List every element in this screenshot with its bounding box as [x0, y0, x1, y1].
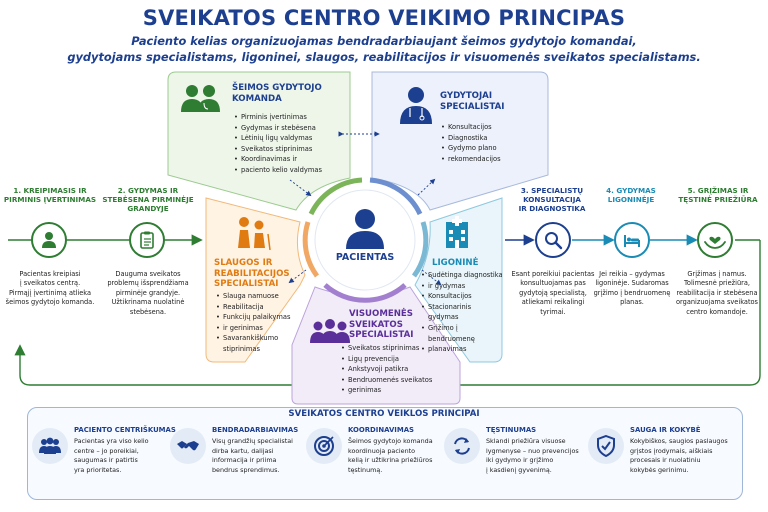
principle-4-desc-line: į kasdienį gyvenimą.	[486, 465, 552, 474]
stage-3-desc-line: tyrimai.	[540, 307, 566, 316]
patient-label: PACIENTAS	[335, 252, 395, 263]
stage-2-description	[100, 270, 196, 317]
stage-2-icon-circle	[129, 222, 165, 258]
handshake-icon	[176, 437, 200, 455]
petal-specialists-title-2: SPECIALISTAI	[440, 101, 505, 112]
list-item: • Sveikatos stiprinimas	[234, 144, 344, 155]
principle-3-title: KOORDINAVIMAS	[348, 426, 415, 434]
principle-1-icon-circle	[32, 428, 68, 464]
principle-5-desc-line: kokybės gerinimu.	[630, 465, 689, 474]
petal-public-title-2: SVEIKATOS	[349, 319, 403, 330]
principle-1-title: PACIENTO CENTRIŠKUMAS	[74, 426, 176, 434]
list-item: • Ligų prevencija	[341, 354, 451, 365]
petal-public-title	[349, 309, 413, 341]
stage-5-title-line-2: TĘSTINĖ PRIEŽIŪRA	[678, 195, 758, 204]
principle-1-desc-line: Pacientas yra viso kelio	[74, 437, 149, 445]
list-item: • Lėtinių ligų valdymas	[234, 133, 344, 144]
list-item: • Funkcijų palaikymas	[216, 312, 311, 323]
clipboard-icon	[137, 230, 157, 250]
principle-4-title: TĘSTINUMAS	[486, 426, 537, 434]
stage-3-title-line-3: IR DIAGNOSTIKA	[518, 204, 586, 213]
list-item: • Gydymas ir stebėsena	[234, 123, 344, 134]
person-icon	[39, 230, 59, 250]
principle-2-icon-circle	[170, 428, 206, 464]
list-item: • ir gerinimas	[216, 323, 311, 334]
list-item: • rekomendacijos	[441, 154, 541, 165]
stage-2-title-line-1: 2. GYDYMAS IR	[117, 186, 179, 195]
stage-3-title-line-1: 3. SPECIALISTŲ	[520, 186, 584, 195]
stage-1-desc-line: į sveikatos centrą.	[19, 279, 81, 288]
stage-4-desc-line: planas.	[620, 298, 644, 307]
bed-icon	[622, 230, 642, 250]
principle-3-description	[348, 437, 444, 475]
list-item: • Koordinavimas ir	[234, 154, 344, 165]
stage-4-desc-line: ligoninėje. Sudaromas	[595, 279, 669, 288]
principle-1-desc-line: centre – jo poreikiai,	[74, 446, 139, 455]
list-item: • Konsultacijos	[421, 291, 503, 302]
principle-4-description	[486, 437, 586, 475]
list-item: • Savarankiškumo stiprinimas	[216, 333, 311, 354]
petal-family-title-2: KOMANDA	[232, 93, 282, 104]
stage-5-desc-line: Grįžimas į namus.	[687, 270, 747, 278]
principle-4-desc-line: iki gydymo ir grįžimo	[486, 456, 554, 465]
principle-2-desc-line: bendrus sprendimus.	[212, 465, 280, 474]
list-item: • Pirminis įvertinimas	[234, 112, 344, 123]
list-item: • Sudėtinga diagnostika	[421, 270, 503, 281]
stage-3-title-line-2: KONSULTACIJA	[523, 195, 581, 204]
list-item: • Ankstyvoji patikra	[341, 364, 451, 375]
stage-2-desc-line: pirminėje grandyje.	[115, 288, 181, 297]
principle-5-desc-line: procesais ir nuolatiniu	[630, 456, 701, 465]
list-item: • planavimas	[421, 344, 503, 355]
list-item: • Slauga namuose	[216, 291, 311, 302]
principle-2-desc-line: Visų grandžių specialistai	[212, 437, 293, 445]
stage-3-icon-circle	[535, 222, 571, 258]
shield-icon	[596, 435, 616, 457]
stage-3-title	[510, 186, 594, 213]
stage-5-description	[668, 270, 766, 317]
principle-3-desc-line: kelią ir užtikrina priežiūros	[348, 456, 433, 465]
petal-public-title-3: SPECIALISTAI	[349, 330, 414, 340]
stage-2-desc-line: Užtikrinama nuolatinė	[111, 298, 185, 307]
list-item: • Reabilitacija	[216, 302, 311, 313]
stage-1-desc-line: šeimos gydytojo komanda.	[5, 298, 95, 307]
petal-nursing-title-2: REABILITACIJOS	[214, 268, 290, 279]
petal-nursing-title-1: SLAUGOS IR	[214, 258, 273, 268]
target-icon	[313, 435, 335, 457]
principle-5-desc-line: Kokybiškos, saugios paslaugos	[630, 437, 728, 445]
stage-4-title-line-2: LIGONINĖJE	[607, 195, 655, 204]
stage-1-title-line-1: 1. KREIPIMASIS IR	[13, 186, 87, 195]
stage-2-title-line-3: GRANDYJE	[127, 204, 169, 213]
principle-5-description	[630, 437, 738, 475]
principle-2-title: BENDRADARBIAVIMAS	[212, 426, 299, 434]
principle-2-desc-line: dirba kartu, dalijasi	[212, 446, 274, 455]
stage-4-title	[594, 186, 668, 204]
stage-5-title-line-1: 5. GRĮŽIMAS IR	[687, 186, 749, 195]
petal-public-list	[341, 343, 451, 396]
stage-2-desc-line: Dauguma sveikatos	[115, 270, 181, 278]
stage-5-desc-line: Tolimesnė priežiūra,	[684, 279, 750, 288]
stage-3-description	[506, 270, 600, 317]
cycle-icon	[451, 435, 473, 457]
list-item: • ir gydymas	[421, 281, 503, 292]
stage-1-description	[2, 270, 98, 308]
principle-1-description	[74, 437, 166, 475]
subtitle-line-1: Paciento kelias organizuojamas bendradarbiaujant šeimos gydytojo komandai,	[131, 34, 637, 48]
principle-2-description	[212, 437, 304, 475]
stage-1-desc-line: Pacientas kreipiasi	[19, 270, 81, 278]
stage-4-description	[592, 270, 672, 308]
list-item: • Konsultacijos	[441, 122, 541, 133]
stage-5-desc-line: centro komandoje.	[686, 307, 748, 316]
list-item: • Gydymo plano	[441, 143, 541, 154]
principle-4-desc-line: lygmenyse – nuo prevencijos	[486, 446, 579, 455]
list-item: • Bendruomenės sveikatos	[341, 375, 451, 386]
principle-5-title: SAUGA IR KOKYBĖ	[630, 426, 701, 434]
principle-1-desc-line: yra prioritetas.	[74, 465, 122, 474]
stage-5-icon-circle	[697, 222, 733, 258]
stage-2-desc-line: stebėsena.	[129, 307, 167, 316]
stage-3-desc-line: Esant poreikiui pacientas	[511, 270, 595, 278]
stage-4-icon-circle	[614, 222, 650, 258]
principle-3-desc-line: Šeimos gydytojo komanda	[348, 437, 433, 445]
care-hands-icon	[704, 230, 726, 250]
principles-title: SVEIKATOS CENTRO VEIKLOS PRINCIPAI	[288, 409, 480, 419]
principle-4-desc-line: Sklandi priežiūra visuose	[486, 437, 566, 445]
group-icon	[38, 437, 62, 455]
stage-4-desc-line: Jei reikia – gydymas	[599, 270, 665, 278]
page-title: SVEIKATOS CENTRO VEIKIMO PRINCIPAS	[142, 6, 626, 30]
list-item: • Stacionarinis gydymas	[421, 302, 503, 323]
stage-2-title	[100, 186, 196, 213]
principle-4-icon-circle	[444, 428, 480, 464]
stage-4-title-line-1: 4. GYDYMAS	[606, 186, 656, 195]
petal-public-title-1: VISUOMENĖS	[349, 309, 413, 319]
principle-3-icon-circle	[306, 428, 342, 464]
stage-3-desc-line: atliekami reikalingi	[521, 298, 585, 307]
petal-family-title-1: ŠEIMOS GYDYTOJO	[232, 83, 322, 93]
principle-1-desc-line: saugumas ir patirtis	[74, 456, 138, 465]
stage-3-desc-line: gydytoją specialistą,	[519, 288, 587, 297]
stage-2-desc-line: problemų išsprendžiama	[107, 279, 189, 288]
stage-1-title-line-2: PIRMINIS ĮVERTINIMAS	[3, 195, 97, 204]
subtitle-line-2: gydytojams specialistams, ligoninei, slaugos, reabilitacijos ir visuomenės sveikatos specialistams.	[67, 50, 701, 64]
stage-1-icon-circle	[31, 222, 67, 258]
stage-2-title-line-2: STEBĖSENA PIRMINĖJE	[102, 195, 194, 204]
principle-2-desc-line: informacija ir priima	[212, 456, 277, 465]
stage-5-desc-line: reabilitacija ir stebėsena	[676, 288, 758, 297]
list-item: • paciento kelio valdymas	[234, 165, 344, 176]
principle-5-desc-line: grįstos įrodymais, aiškiais	[630, 446, 713, 455]
stage-1-desc-line: Pirmąjį įvertinimą atlieka	[8, 288, 92, 297]
stage-4-desc-line: grįžimo į bendruomenę	[593, 288, 671, 297]
principle-5-icon-circle	[588, 428, 624, 464]
petal-nursing-title-3: SPECIALISTAI	[214, 279, 279, 289]
list-item: • gerinimas	[341, 385, 451, 396]
stage-5-title	[672, 186, 764, 204]
list-item: • Grįžimo į bendruomenę	[421, 323, 503, 344]
stage-5-desc-line: organizuojama sveikatos	[676, 298, 758, 307]
principle-3-desc-line: tęstinumą.	[348, 465, 383, 474]
petal-hospital-title: LIGONINĖ	[432, 258, 479, 268]
principle-3-desc-line: koordinuoja paciento	[348, 446, 416, 455]
list-item: • Diagnostika	[441, 133, 541, 144]
stage-3-desc-line: konsultuojamas pas	[520, 279, 586, 288]
petal-specialists-title-1: GYDYTOJAI	[440, 91, 493, 101]
stage-1-title	[2, 186, 98, 204]
list-item: • Sveikatos stiprinimas	[341, 343, 451, 354]
magnifier-icon	[543, 230, 563, 250]
